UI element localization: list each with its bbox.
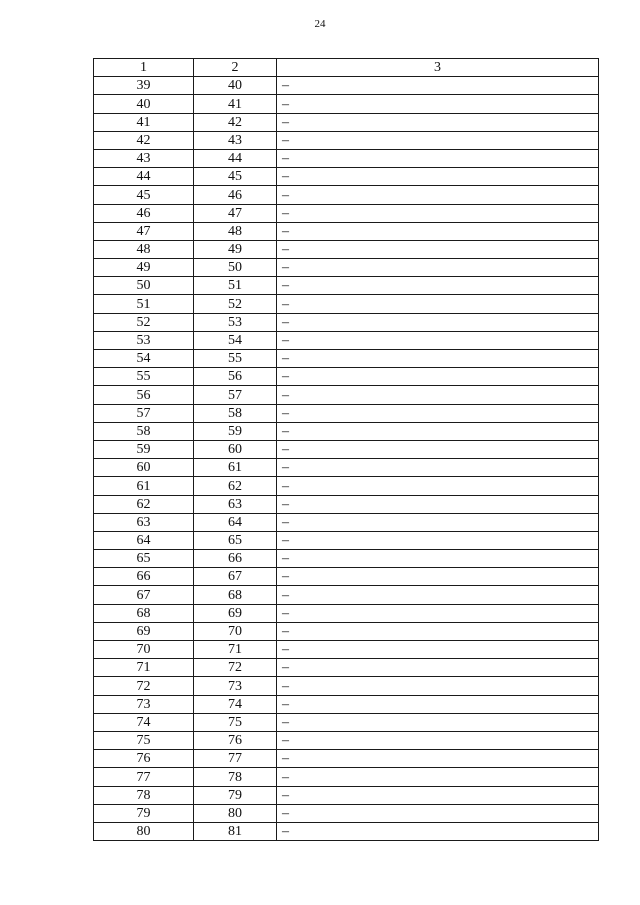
table-cell-col-1: 39 (94, 77, 194, 95)
table-cell-col-1: 69 (94, 622, 194, 640)
table-cell-col-2: 57 (194, 386, 277, 404)
table-header-row (94, 59, 599, 77)
table-row (94, 404, 599, 422)
table-cell-col-2: 70 (194, 622, 277, 640)
table-row (94, 459, 599, 477)
table-row (94, 731, 599, 749)
table-row (94, 422, 599, 440)
table-cell-col-2: 48 (194, 222, 277, 240)
table-row (94, 240, 599, 258)
table-cell-col-3: – (277, 622, 599, 640)
table-cell-col-3: – (277, 531, 599, 549)
table-cell-col-2: 77 (194, 750, 277, 768)
table-cell-col-1: 72 (94, 677, 194, 695)
table-cell-col-3: – (277, 240, 599, 258)
table-cell-col-2: 44 (194, 149, 277, 167)
table-cell-col-1: 57 (94, 404, 194, 422)
table-row (94, 350, 599, 368)
table-cell-col-1: 58 (94, 422, 194, 440)
table-row (94, 677, 599, 695)
table-cell-col-1: 45 (94, 186, 194, 204)
table-cell-col-1: 50 (94, 277, 194, 295)
table-cell-col-1: 60 (94, 459, 194, 477)
table-cell-col-1: 40 (94, 95, 194, 113)
column-header-1: 1 (94, 59, 194, 77)
table-cell-col-2: 63 (194, 495, 277, 513)
table-cell-col-2: 79 (194, 786, 277, 804)
table-row (94, 95, 599, 113)
table-row (94, 641, 599, 659)
data-table (93, 58, 599, 841)
table-cell-col-2: 41 (194, 95, 277, 113)
table-cell-col-2: 80 (194, 804, 277, 822)
table-cell-col-3: – (277, 368, 599, 386)
table-cell-col-3: – (277, 259, 599, 277)
column-header-3: 3 (277, 59, 599, 77)
table-cell-col-1: 44 (94, 168, 194, 186)
table-cell-col-2: 72 (194, 659, 277, 677)
table-row (94, 822, 599, 840)
table-row (94, 695, 599, 713)
table-row (94, 277, 599, 295)
table-cell-col-1: 67 (94, 586, 194, 604)
table-cell-col-1: 43 (94, 149, 194, 167)
table-cell-col-3: – (277, 786, 599, 804)
table-row (94, 149, 599, 167)
table-cell-col-3: – (277, 641, 599, 659)
table-cell-col-1: 80 (94, 822, 194, 840)
table-cell-col-2: 69 (194, 604, 277, 622)
table-cell-col-1: 55 (94, 368, 194, 386)
table-cell-col-2: 62 (194, 477, 277, 495)
table-cell-col-3: – (277, 350, 599, 368)
table-cell-col-1: 51 (94, 295, 194, 313)
table-cell-col-3: – (277, 186, 599, 204)
table-cell-col-3: – (277, 277, 599, 295)
table-cell-col-3: – (277, 513, 599, 531)
table-cell-col-1: 49 (94, 259, 194, 277)
table-cell-col-2: 45 (194, 168, 277, 186)
table-cell-col-3: – (277, 77, 599, 95)
table-cell-col-1: 65 (94, 550, 194, 568)
table-row (94, 531, 599, 549)
table-cell-col-3: – (277, 713, 599, 731)
table-row (94, 113, 599, 131)
table-cell-col-3: – (277, 804, 599, 822)
table-cell-col-3: – (277, 295, 599, 313)
table-cell-col-2: 58 (194, 404, 277, 422)
table-cell-col-3: – (277, 768, 599, 786)
table-cell-col-3: – (277, 331, 599, 349)
table-cell-col-2: 56 (194, 368, 277, 386)
table-row (94, 168, 599, 186)
table-cell-col-2: 73 (194, 677, 277, 695)
table-row (94, 804, 599, 822)
table-cell-col-1: 56 (94, 386, 194, 404)
table-cell-col-1: 71 (94, 659, 194, 677)
table-cell-col-2: 42 (194, 113, 277, 131)
table-cell-col-2: 61 (194, 459, 277, 477)
table-cell-col-2: 68 (194, 586, 277, 604)
table-cell-col-2: 67 (194, 568, 277, 586)
table-cell-col-3: – (277, 131, 599, 149)
table-cell-col-3: – (277, 440, 599, 458)
table-cell-col-3: – (277, 568, 599, 586)
table-row (94, 550, 599, 568)
table-row (94, 622, 599, 640)
table-cell-col-1: 42 (94, 131, 194, 149)
table-cell-col-1: 61 (94, 477, 194, 495)
table-row (94, 77, 599, 95)
table-cell-col-2: 71 (194, 641, 277, 659)
table-row (94, 204, 599, 222)
table-row (94, 186, 599, 204)
table-cell-col-3: – (277, 550, 599, 568)
table-cell-col-1: 47 (94, 222, 194, 240)
table-cell-col-3: – (277, 95, 599, 113)
table-cell-col-1: 46 (94, 204, 194, 222)
table-cell-col-3: – (277, 677, 599, 695)
table-cell-col-2: 81 (194, 822, 277, 840)
table-cell-col-3: – (277, 204, 599, 222)
table-row (94, 786, 599, 804)
table-cell-col-1: 41 (94, 113, 194, 131)
table-cell-col-1: 54 (94, 350, 194, 368)
table-cell-col-2: 74 (194, 695, 277, 713)
table-row (94, 259, 599, 277)
table-cell-col-2: 46 (194, 186, 277, 204)
table-cell-col-3: – (277, 750, 599, 768)
table-cell-col-1: 68 (94, 604, 194, 622)
table-row (94, 495, 599, 513)
table-cell-col-2: 40 (194, 77, 277, 95)
table-cell-col-1: 48 (94, 240, 194, 258)
table-cell-col-1: 66 (94, 568, 194, 586)
table-cell-col-2: 75 (194, 713, 277, 731)
table-cell-col-2: 64 (194, 513, 277, 531)
table-row (94, 440, 599, 458)
table-cell-col-3: – (277, 822, 599, 840)
table-cell-col-3: – (277, 386, 599, 404)
table-cell-col-3: – (277, 422, 599, 440)
table-row (94, 604, 599, 622)
table-cell-col-3: – (277, 222, 599, 240)
table-row (94, 331, 599, 349)
table-row (94, 386, 599, 404)
table-cell-col-3: – (277, 659, 599, 677)
table-body (94, 59, 599, 841)
table-cell-col-3: – (277, 731, 599, 749)
table-cell-col-2: 76 (194, 731, 277, 749)
table-row (94, 368, 599, 386)
table-cell-col-1: 79 (94, 804, 194, 822)
table-cell-col-3: – (277, 695, 599, 713)
table-cell-col-3: – (277, 149, 599, 167)
table-cell-col-1: 70 (94, 641, 194, 659)
table-cell-col-3: – (277, 459, 599, 477)
table-cell-col-2: 59 (194, 422, 277, 440)
table-cell-col-1: 59 (94, 440, 194, 458)
table-cell-col-3: – (277, 113, 599, 131)
table-row (94, 659, 599, 677)
page-number: 24 (314, 18, 326, 30)
table-cell-col-2: 47 (194, 204, 277, 222)
table-row (94, 477, 599, 495)
table-cell-col-2: 78 (194, 768, 277, 786)
table-cell-col-1: 63 (94, 513, 194, 531)
table-cell-col-1: 75 (94, 731, 194, 749)
table-cell-col-1: 52 (94, 313, 194, 331)
table-cell-col-2: 50 (194, 259, 277, 277)
table-row (94, 131, 599, 149)
table-row (94, 295, 599, 313)
table-cell-col-3: – (277, 313, 599, 331)
table-row (94, 586, 599, 604)
table-cell-col-2: 53 (194, 313, 277, 331)
table-cell-col-1: 64 (94, 531, 194, 549)
table-cell-col-3: – (277, 495, 599, 513)
table-row (94, 313, 599, 331)
table-cell-col-2: 66 (194, 550, 277, 568)
table-cell-col-2: 54 (194, 331, 277, 349)
table-cell-col-3: – (277, 168, 599, 186)
table-row (94, 713, 599, 731)
table-cell-col-2: 52 (194, 295, 277, 313)
table-cell-col-2: 60 (194, 440, 277, 458)
table-row (94, 222, 599, 240)
table-cell-col-3: – (277, 604, 599, 622)
table-cell-col-1: 77 (94, 768, 194, 786)
table-row (94, 750, 599, 768)
table-row (94, 513, 599, 531)
table-cell-col-2: 43 (194, 131, 277, 149)
table-cell-col-1: 74 (94, 713, 194, 731)
table-cell-col-1: 73 (94, 695, 194, 713)
table-cell-col-2: 55 (194, 350, 277, 368)
table-row (94, 768, 599, 786)
table-cell-col-1: 62 (94, 495, 194, 513)
table-cell-col-3: – (277, 404, 599, 422)
table-cell-col-2: 51 (194, 277, 277, 295)
table-cell-col-2: 65 (194, 531, 277, 549)
table-cell-col-1: 76 (94, 750, 194, 768)
table-cell-col-3: – (277, 586, 599, 604)
table-cell-col-3: – (277, 477, 599, 495)
table-cell-col-2: 49 (194, 240, 277, 258)
column-header-2: 2 (194, 59, 277, 77)
table-row (94, 568, 599, 586)
table-cell-col-1: 78 (94, 786, 194, 804)
table-cell-col-1: 53 (94, 331, 194, 349)
